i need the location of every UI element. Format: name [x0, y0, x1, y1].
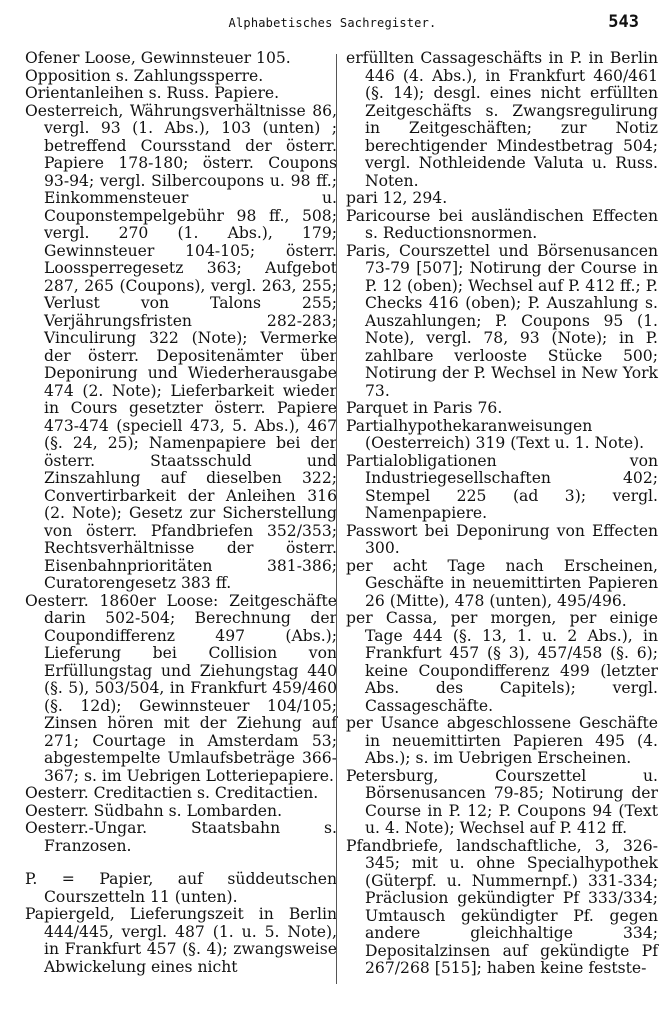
index-entry: per Cassa, per morgen, per einige Tage 444 (§. 13, 1. u. 2 Abs.), in Frankfurt 457 (§ 3), 457/458 (§. 6); keine Coupondifferenz 499 (letzter Abs. des Capitels); vergl. Cassageschäfte.	[346, 609, 658, 715]
index-entry: Oesterreich, Währungsverhältnisse 86, vergl. 93 (1. Abs.), 103 (unten) ; betreffend Coursstand der österr. Papiere 178-180; österr. Coupons 93-94; vergl. Silbercoupons u. 98 ff.; Einkommensteuer u. Couponstempelgebühr 98 ff., 508; vergl. 270 (1. Abs.), 179; Gewinnsteuer 104-105; österr. Loossperregesetz 363; Aufgebot 287, 265 (Coupons), vergl. 263, 255; Verlust von Talons 255; Verjährungsfristen 282-283; Vinculirung 322 (Note); Vermerke der österr. Depositenämter über Deponirung und Wiederherausgabe 474 (2. Note); Lieferbarkeit wieder in Cours gesetzter österr. Papiere 473-474 (speciell 473, 5. Abs.), 467 (§. 24, 25); Namenpapiere bei der österr. Staatsschuld und Zinszahlung auf dieselben 322; Convertirbarkeit der Anleihen 316 (2. Note); Gesetz zur Sicherstellung von österr. Pfandbriefen 352/353; Rechtsverhältnisse der österr. Eisenbahnprioritäten 381-386; Curatorengesetz 383 ff.	[25, 101, 337, 592]
index-entry: per Usance abgeschlossene Geschäfte in neuemittirten Papieren 495 (4. Abs.); s. im Uebrigen Erscheinen.	[346, 714, 658, 767]
index-entry: erfüllten Cassageschäfts in P. in Berlin 446 (4. Abs.), in Frankfurt 460/461 (§. 14); desgl. eines nicht erfüllten Zeitgeschäfts s. Zwangsregulirung in Zeitgeschäften; zur Notiz berechtigender Mindestbetrag 504; vergl. Nothleidende Valuta u. Russ. Noten.	[346, 49, 658, 190]
index-entry: Opposition s. Zahlungssperre.	[25, 66, 264, 85]
index-entry: Passwort bei Deponirung von Effecten 300.	[346, 521, 658, 557]
running-title: Alphabetisches Sachregister.	[228, 16, 437, 30]
index-entry: Papiergeld, Lieferungszeit in Berlin 444/445, vergl. 487 (1. u. 5. Note), in Frankfurt 457 (§. 4); zwangsweise Abwickelung eines nicht	[25, 905, 337, 976]
index-entry: Oesterr. Südbahn s. Lombarden.	[25, 801, 283, 820]
index-entry: Petersburg, Courszettel u. Börsenusancen 79-85; Notirung der Course in P. 12; P. Coupons 94 (Text u. 4. Note); Wechsel auf P. 412 ff.	[346, 766, 658, 837]
index-entry: Paricourse bei ausländischen Effecten s. Reductionsnormen.	[346, 206, 658, 242]
index-entry: Oesterr. 1860er Loose: Zeitgeschäfte darin 502-504; Berechnung der Coupondifferenz 497 (Abs.); Lieferung bei Collision von Erfüllungstag und Ziehungstag 440 (§. 5), 503/504, in Frankfurt 459/460 (§. 12d); Gewinnsteuer 104/105; Zinsen hören mit der Ziehung auf 271; Courtage in Amsterdam 53; abgestempelte Umlaufsbeträge 366-367; s. im Uebrigen Lotteriepapiere.	[25, 591, 337, 785]
right-column	[346, 50, 658, 978]
index-entry: Paris, Courszettel und Börsenusancen 73-79 [507]; Notirung der Course in P. 12 (oben); Wechsel auf P. 412 ff.; P. Checks 416 (oben); P. Auszahlung s. Auszahlungen; P. Coupons 95 (1. Note), vergl. 78, 93 (Note); in P. zahlbare verlooste Stücke 500; Notirung der P. Wechsel in New York 73.	[346, 241, 659, 400]
index-entry: Parquet in Paris 76.	[346, 399, 503, 417]
index-entry: Partialobligationen von Industriegesellschaften 402; Stempel 225 (ad 3); vergl. Namenpapiere.	[346, 451, 658, 522]
index-entry: Pfandbriefe, landschaftliche, 3, 326-345; mit u. ohne Specialhypothek (Güterpf. u. Nummernpf.) 331-334; Präclusion gekündigter Pf 333/334; Umtausch gekündigter Pf. gegen andere gleichhaltige 334; Depositalzinsen auf gekündigte Pf 267/268 [515]; haben keine festste-	[346, 836, 658, 977]
index-entry: Orientanleihen s. Russ. Papiere.	[25, 84, 280, 102]
index-entry: Oesterr. Creditactien s. Creditactien.	[25, 784, 319, 802]
page-header	[0, 12, 665, 38]
page-number: 543	[608, 12, 639, 32]
index-entry: Partialhypothekaranweisungen (Oesterreich) 319 (Text u. 1. Note).	[346, 416, 645, 452]
index-entry: Ofener Loose, Gewinnsteuer 105.	[25, 49, 291, 67]
index-entry: Oesterr.-Ungar. Staatsbahn s. Franzosen.	[25, 819, 337, 855]
column-divider	[336, 54, 337, 984]
index-entry: pari 12, 294.	[346, 189, 448, 207]
index-entry-section-p: P. = Papier, auf süddeutschen Courszetteln 11 (unten).	[25, 870, 337, 906]
index-entry: per acht Tage nach Erscheinen, Geschäfte in neuemittirten Papieren 26 (Mitte), 478 (unten), 495/496.	[346, 556, 658, 610]
left-column	[25, 50, 337, 976]
